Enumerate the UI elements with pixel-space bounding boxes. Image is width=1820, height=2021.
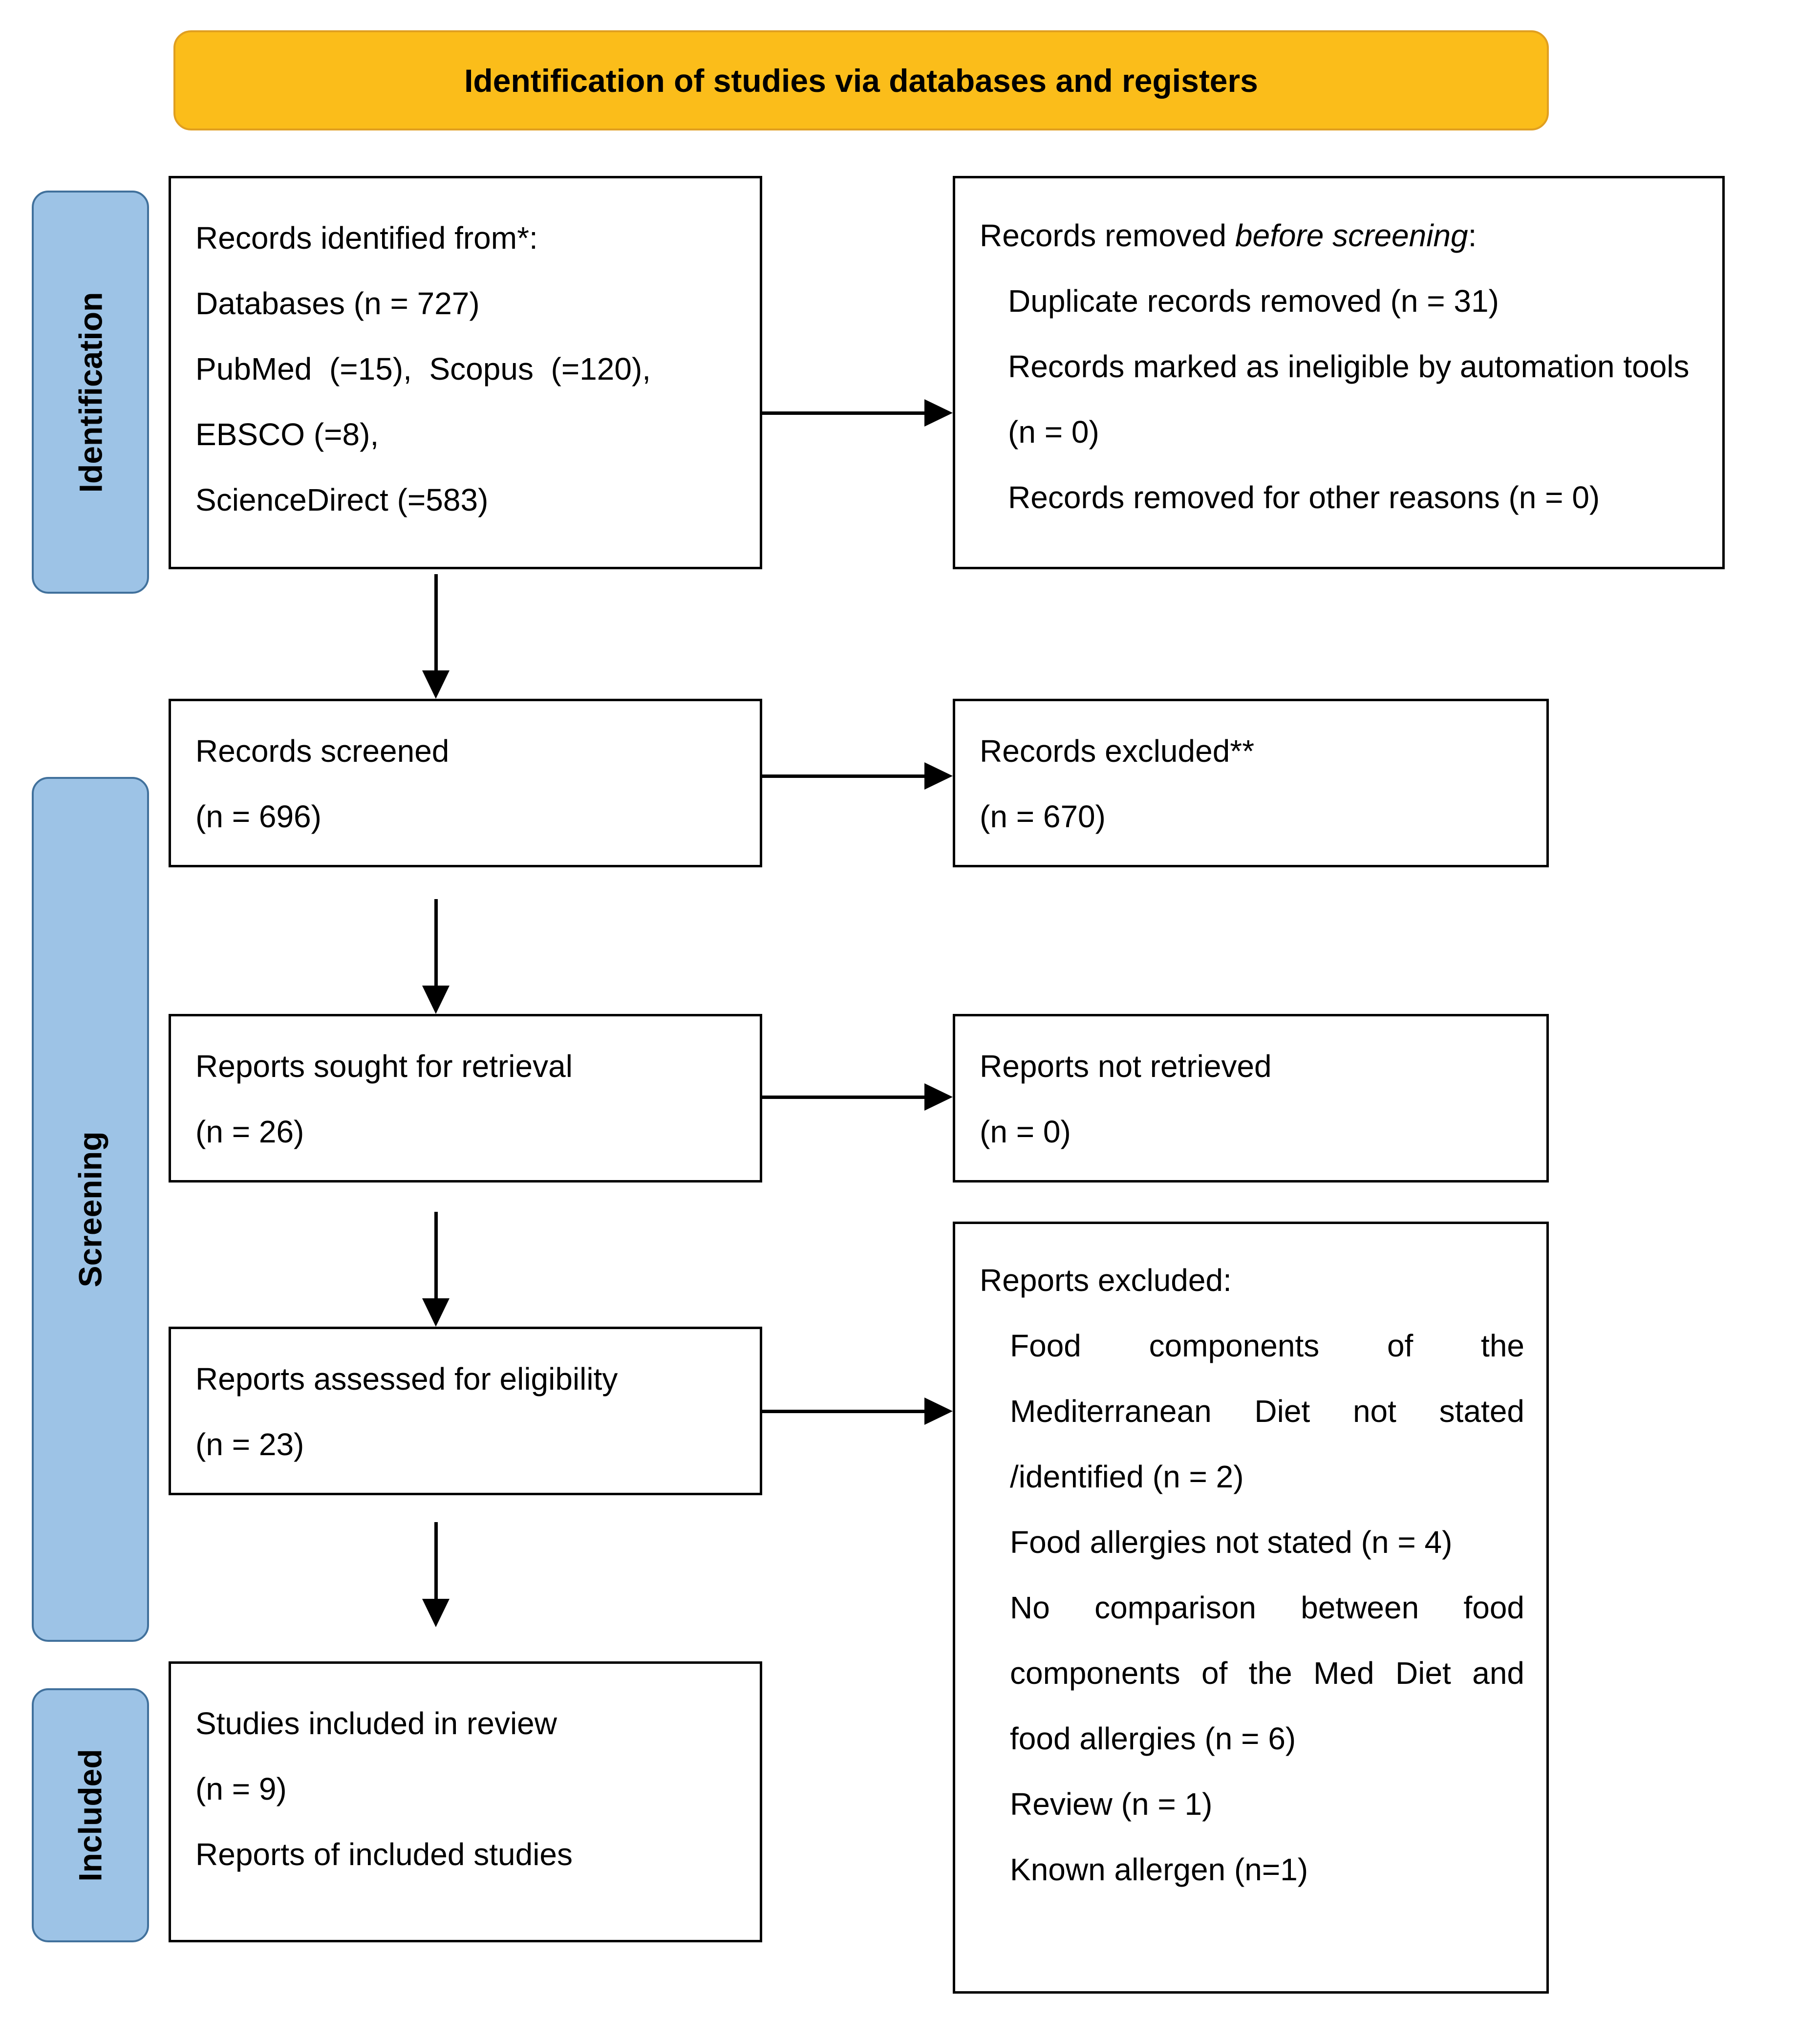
stage-label-included — [32, 1688, 149, 1942]
studies-included-count: (n = 9) — [195, 1771, 287, 1806]
stage-label-screening — [32, 777, 149, 1642]
reports-sought-count: (n = 26) — [195, 1114, 304, 1149]
banner-title: Identification of studies via databases and registers — [464, 62, 1258, 99]
records-removed-title-prefix: Records removed — [980, 218, 1235, 253]
stage-label-identification — [32, 191, 149, 594]
stage-label-included-text: Included — [72, 1749, 109, 1882]
arrow-head-icon — [422, 670, 450, 699]
records-excluded-count: (n = 670) — [980, 799, 1106, 834]
box-reports-sought — [169, 1014, 762, 1182]
records-identified-line: EBSCO (=8), — [195, 417, 379, 452]
box-records-excluded — [953, 699, 1549, 867]
records-removed-title-italic: before screening — [1235, 218, 1468, 253]
records-removed-title — [980, 203, 1698, 268]
arrow-head-icon — [422, 986, 450, 1014]
records-removed-item: Records marked as ineligible by automation tools (n = 0) — [1008, 349, 1690, 450]
exclusion-reason: Review (n = 1) — [1010, 1786, 1213, 1822]
records-identified-line: Databases (n = 727) — [195, 286, 480, 321]
exclusion-reason: Food allergies not stated (n = 4) — [1010, 1525, 1453, 1560]
studies-included-line: Studies included in review — [195, 1706, 557, 1741]
records-screened-line: Records screened — [195, 733, 450, 769]
box-reports-assessed — [169, 1327, 762, 1495]
records-identified-line: Records identified from*: — [195, 220, 538, 256]
records-identified-line: PubMed (=15), Scopus (=120), — [195, 351, 651, 387]
arrow-shaft — [762, 774, 925, 778]
arrow-head-icon — [422, 1599, 450, 1627]
box-reports-excluded — [953, 1222, 1549, 1994]
arrow-shaft — [762, 1410, 925, 1413]
records-excluded-line: Records excluded** — [980, 733, 1255, 769]
reports-assessed-line: Reports assessed for eligibility — [195, 1361, 618, 1397]
arrow-shaft — [434, 899, 438, 987]
box-reports-not-retrieved — [953, 1014, 1549, 1182]
arrow-shaft — [434, 1212, 438, 1300]
records-identified-line: ScienceDirect (=583) — [195, 482, 489, 517]
box-studies-included — [169, 1661, 762, 1942]
box-records-removed — [953, 176, 1725, 569]
arrow-shaft — [762, 1096, 925, 1099]
box-records-screened — [169, 699, 762, 867]
reports-not-retrieved-line: Reports not retrieved — [980, 1049, 1272, 1084]
arrow-head-icon — [924, 762, 953, 790]
arrow-head-icon — [924, 399, 953, 427]
stage-label-screening-text: Screening — [72, 1131, 109, 1288]
studies-included-line: Reports of included studies — [195, 1837, 573, 1872]
box-records-identified — [169, 176, 762, 569]
arrow-head-icon — [924, 1398, 953, 1425]
stage-label-identification-text: Identification — [72, 292, 109, 493]
exclusion-reason: Known allergen (n=1) — [1010, 1852, 1308, 1887]
records-screened-count: (n = 696) — [195, 799, 321, 834]
reports-excluded-title: Reports excluded: — [980, 1263, 1232, 1298]
banner — [173, 30, 1549, 130]
arrow-shaft — [434, 574, 438, 672]
arrow-shaft — [762, 411, 925, 415]
arrow-shaft — [434, 1522, 438, 1600]
arrow-head-icon — [422, 1298, 450, 1327]
reports-not-retrieved-count: (n = 0) — [980, 1114, 1071, 1149]
arrow-head-icon — [924, 1083, 953, 1111]
exclusion-reason: Food components of the Mediterranean Diet not stated /identified (n = 2) — [1010, 1328, 1524, 1494]
records-removed-item: Records removed for other reasons (n = 0) — [1008, 480, 1600, 515]
exclusion-reason: No comparison between food components of the Med Diet and food allergies (n = 6) — [1010, 1590, 1524, 1756]
reports-sought-line: Reports sought for retrieval — [195, 1049, 573, 1084]
records-removed-title-suffix: : — [1468, 218, 1477, 253]
reports-assessed-count: (n = 23) — [195, 1427, 304, 1462]
records-removed-item: Duplicate records removed (n = 31) — [1008, 283, 1499, 319]
